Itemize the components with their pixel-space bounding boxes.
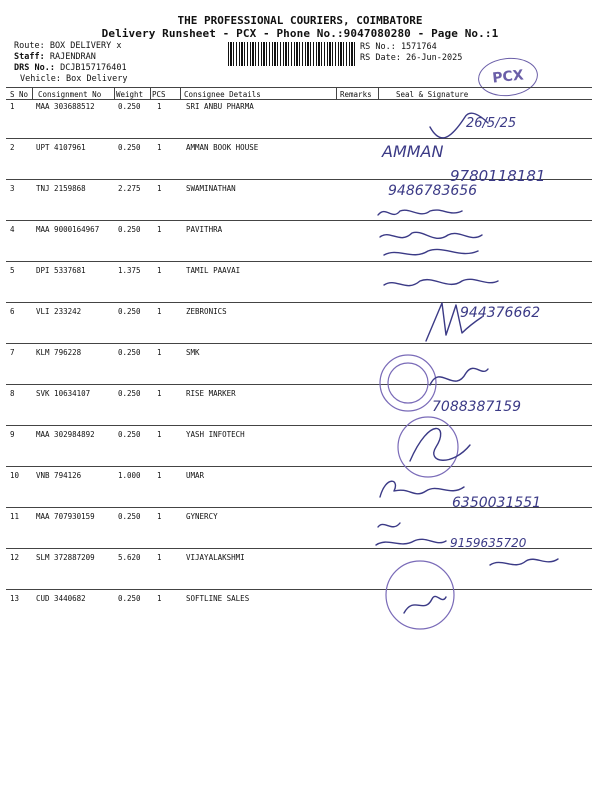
company-stamp [386,561,454,629]
row-pcs: 1 [157,594,162,603]
row-consignment: MAA 9000164967 [36,225,100,234]
row-consignment: VLI 233242 [36,307,82,316]
row-pcs: 1 [157,143,162,152]
col-seal-signature: Seal & Signature [396,90,469,99]
signatures-area [370,95,598,655]
drs-label: DRS No.: [14,63,55,73]
drs-value: DCJB157176401 [60,63,127,73]
rs-number: RS No.: 1571764 [360,42,437,52]
row-consignee: UMAR [186,471,205,480]
row-consignee: SWAMINATHAN [186,184,236,193]
staff-line [14,52,96,62]
runsheet-title: Delivery Runsheet - PCX - Phone No.:9047080280 - Page No.:1 [101,27,499,40]
row-sno: 12 [10,553,20,562]
row-weight: 0.250 [118,143,141,152]
row-weight: 1.375 [118,266,141,275]
row-consignee: SOFTLINE SALES [186,594,250,603]
staff-label: Staff: [14,52,45,62]
row-consignment: UPT 4107961 [36,143,86,152]
company-stamp [398,417,458,477]
hand-date: 26/5/25 [466,116,517,131]
row-consignment: MAA 303688512 [36,102,95,111]
route-text: Route: BOX DELIVERY x [14,41,122,51]
company-stamp-inner [388,363,428,403]
row-pcs: 1 [157,348,162,357]
row-weight: 0.250 [118,307,141,316]
signature-mark [490,559,558,565]
row-consignment: MAA 302984892 [36,430,95,439]
signature-mark [378,523,400,527]
row-weight: 0.250 [118,225,141,234]
signature-mark [376,539,446,545]
row-sno: 5 [10,266,15,275]
row-weight: 0.250 [118,512,141,521]
row-consignee: AMMAN BOOK HOUSE [186,143,259,152]
row-sno: 4 [10,225,15,234]
row-weight: 0.250 [118,102,141,111]
row-consignee: VIJAYALAKSHMI [186,553,245,562]
row-consignment: VNB 794126 [36,471,82,480]
signature-mark [380,232,482,238]
hand-phone: 9486783656 [388,183,478,199]
row-consignment: SVK 10634107 [36,389,91,398]
row-sno: 1 [10,102,15,111]
row-weight: 0.250 [118,594,141,603]
row-sno: 2 [10,143,15,152]
row-consignment: TNJ 2159868 [36,184,86,193]
hand-phone: 9780118181 [450,167,546,185]
signature-mark [430,368,488,385]
row-weight: 0.250 [118,348,141,357]
row-sno: 9 [10,430,15,439]
row-consignee: YASH INFOTECH [186,430,245,439]
row-consignee: GYNERCY [186,512,218,521]
col-weight: Weight [116,90,144,99]
hand-phone: 944376662 [460,305,541,321]
rs-date: RS Date: 26-Jun-2025 [360,53,463,63]
col-consignee: Consignee Details [184,90,261,99]
row-consignee: SMK [186,348,200,357]
signature-mark [404,596,446,613]
row-consignment: SLM 372887209 [36,553,95,562]
row-weight: 1.000 [118,471,141,480]
row-sno: 10 [10,471,20,480]
col-remarks: Remarks [340,90,372,99]
signature-mark [384,279,498,285]
row-sno: 6 [10,307,15,316]
row-pcs: 1 [157,389,162,398]
row-pcs: 1 [157,184,162,193]
hand-name: AMMAN [382,142,444,161]
row-consignee: TAMIL PAAVAI [186,266,241,275]
row-sno: 7 [10,348,15,357]
row-consignee: ZEBRONICS [186,307,227,316]
row-pcs: 1 [157,102,162,111]
row-pcs: 1 [157,471,162,480]
row-pcs: 1 [157,307,162,316]
barcode [228,42,356,66]
row-sno: 11 [10,512,20,521]
drs-line [14,63,127,73]
vehicle-text: Vehicle: Box Delivery [20,74,128,84]
row-weight: 0.250 [118,389,141,398]
signature-mark [384,249,478,255]
row-consignee: SRI ANBU PHARMA [186,102,254,111]
staff-value: RAJENDRAN [49,52,96,62]
company-title: THE PROFESSIONAL COURIERS, COIMBATORE [177,14,423,27]
row-pcs: 1 [157,225,162,234]
row-sno: 13 [10,594,20,603]
row-weight: 2.275 [118,184,141,193]
row-pcs: 1 [157,512,162,521]
pcx-stamp: PCX [476,55,540,99]
row-pcs: 1 [157,266,162,275]
col-consignment: Consignment No [38,90,102,99]
signature-mark [410,428,470,461]
col-pcs: PCS [152,90,166,99]
hand-phone: 6350031551 [452,495,542,511]
hand-phone: 9159635720 [450,536,527,550]
row-pcs: 1 [157,430,162,439]
row-consignee: RISE MARKER [186,389,236,398]
row-consignment: KLM 796228 [36,348,82,357]
row-consignee: PAVITHRA [186,225,223,234]
row-weight: 0.250 [118,430,141,439]
row-sno: 8 [10,389,15,398]
col-sno: S No [10,90,29,99]
signature-mark [378,210,462,215]
row-weight: 5.620 [118,553,141,562]
row-consignment: MAA 707930159 [36,512,95,521]
row-pcs: 1 [157,553,162,562]
row-consignment: DPI 5337681 [36,266,86,275]
hand-phone: 7088387159 [432,399,522,415]
row-sno: 3 [10,184,15,193]
row-consignment: CUD 3440682 [36,594,86,603]
